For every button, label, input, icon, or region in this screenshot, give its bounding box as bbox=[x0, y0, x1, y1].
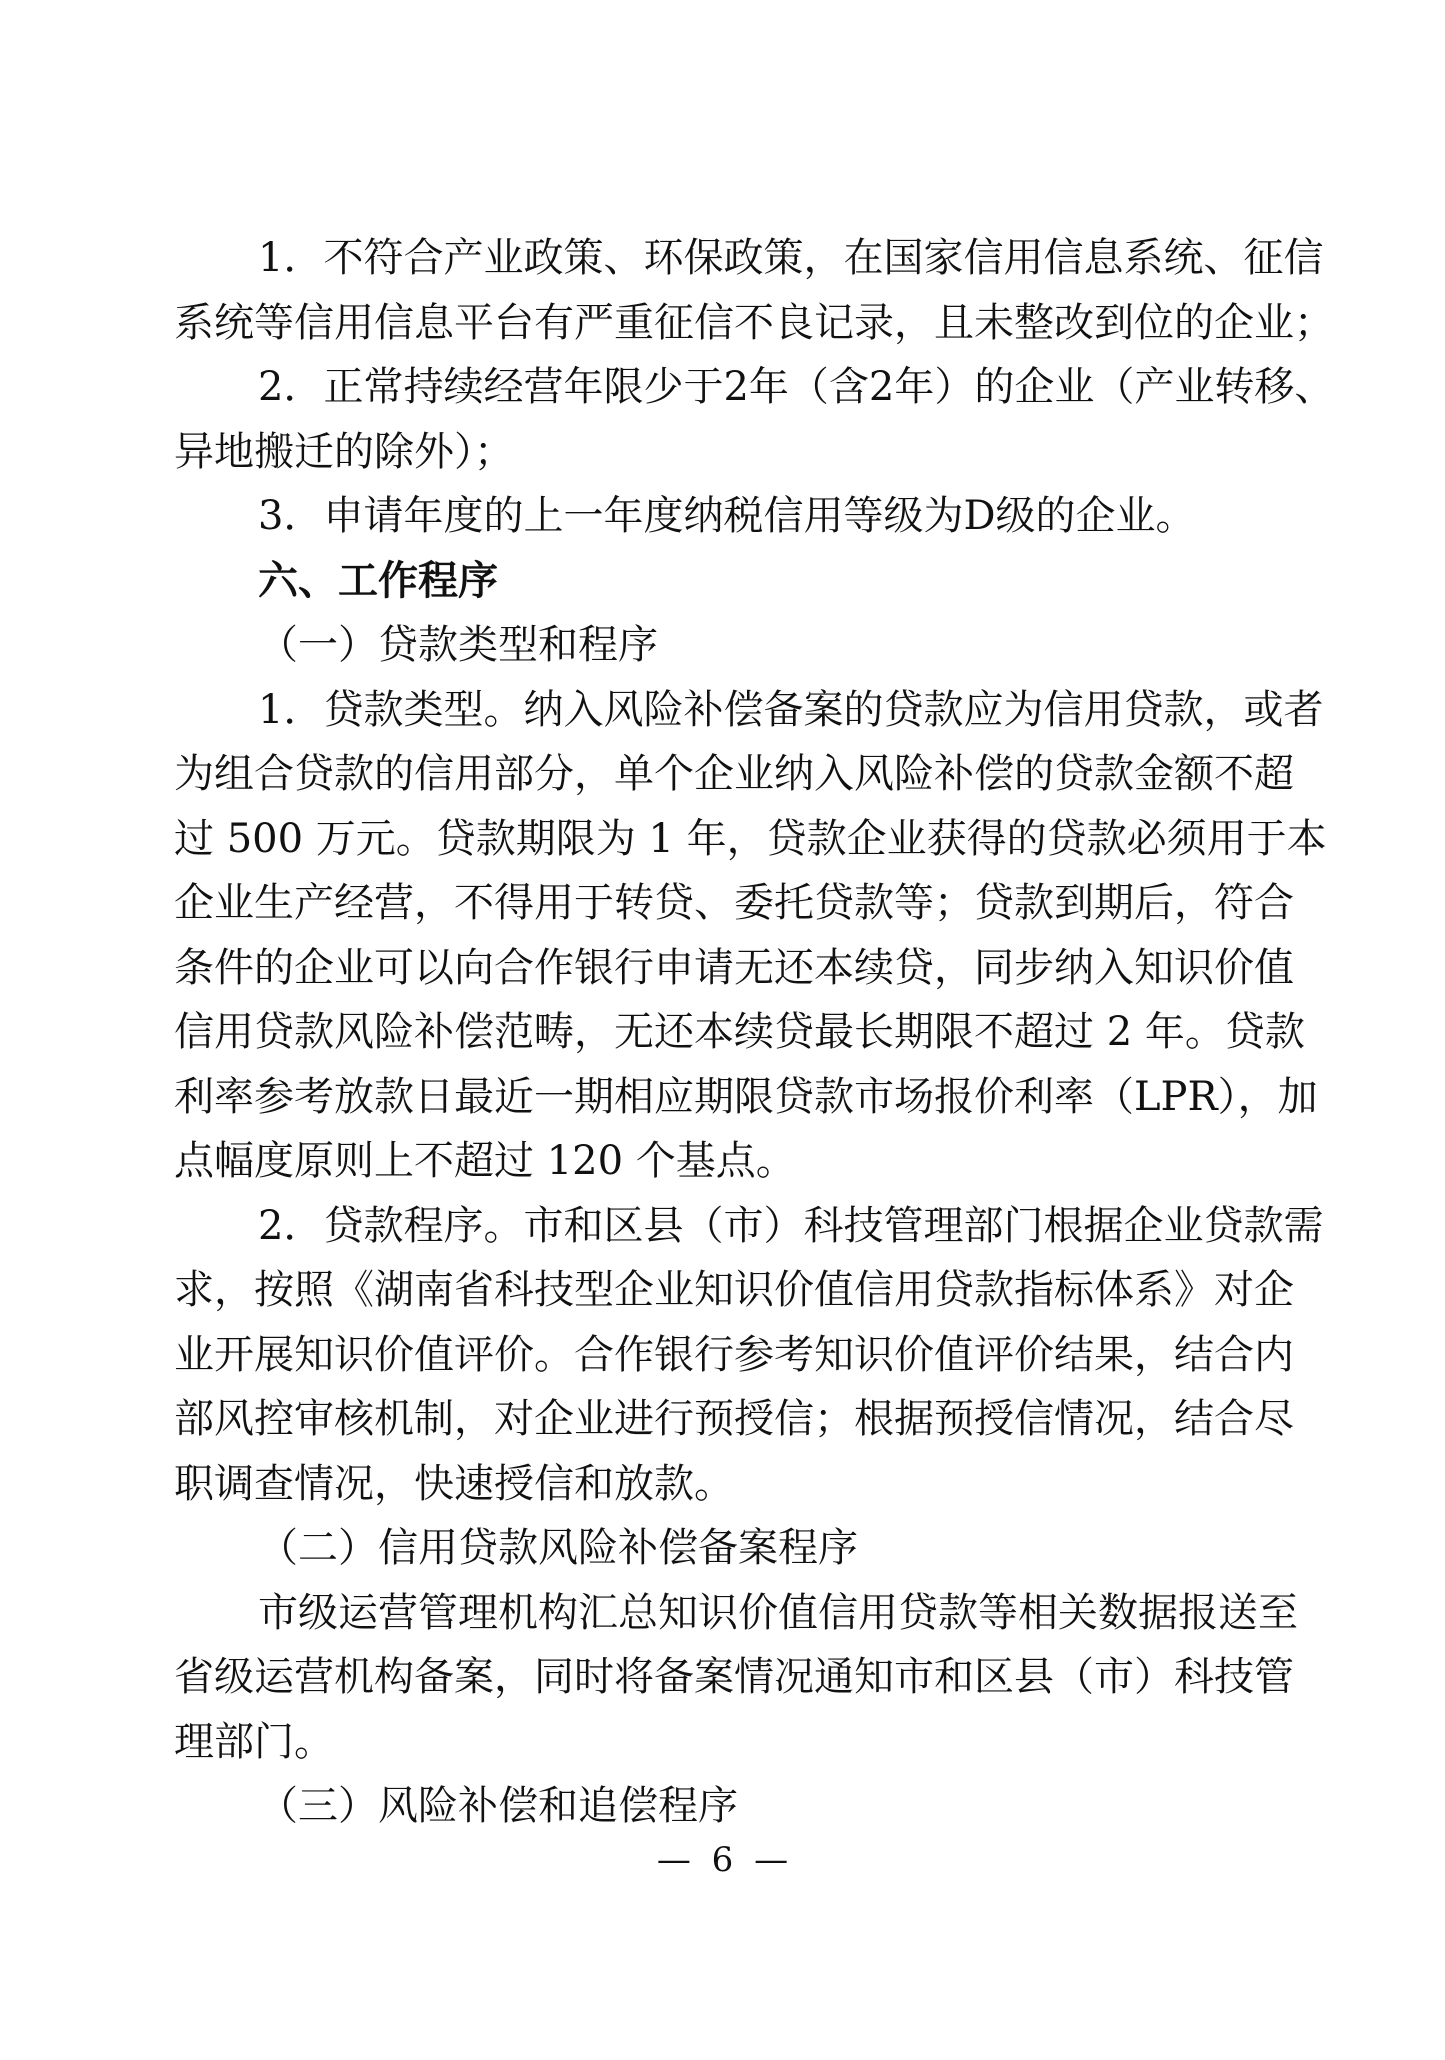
paragraph-line: 点幅度原则上不超过 120 个基点。 bbox=[174, 1138, 796, 1184]
subsection-heading-1: （一）贷款类型和程序 bbox=[258, 622, 658, 668]
paragraph-line: 过 500 万元。贷款期限为 1 年，贷款企业获得的贷款必须用于本 bbox=[174, 815, 1327, 862]
list-item-2: 2．正常持续经营年限少于2年（含2年）的企业（产业转移、 bbox=[258, 364, 1335, 410]
list-item-2-cont: 异地搬迁的除外）； bbox=[174, 428, 514, 475]
page-number: — 6 — bbox=[656, 1840, 789, 1880]
paragraph-line: 利率参考放款日最近一期相应期限贷款市场报价利率（LPR），加 bbox=[174, 1073, 1318, 1120]
paragraph-line: 理部门。 bbox=[174, 1718, 334, 1765]
paragraph-line: 部风控审核机制，对企业进行预授信；根据预授信情况，结合尽 bbox=[174, 1396, 1294, 1442]
paragraph-line: 条件的企业可以向合作银行申请无还本续贷，同步纳入知识价值 bbox=[174, 944, 1294, 991]
list-item-3: 3．申请年度的上一年度纳税信用等级为D级的企业。 bbox=[258, 493, 1196, 539]
list-item-1-cont: 系统等信用信息平台有严重征信不良记录，且未整改到位的企业； bbox=[174, 299, 1334, 346]
paragraph-line: 求，按照《湖南省科技型企业知识价值信用贷款指标体系》对企 bbox=[174, 1267, 1294, 1313]
paragraph-loan-procedure: 2．贷款程序。市和区县（市）科技管理部门根据企业贷款需 bbox=[258, 1202, 1324, 1249]
paragraph-line: 为组合贷款的信用部分，单个企业纳入风险补偿的贷款金额不超 bbox=[174, 751, 1294, 797]
paragraph-loan-type: 1．贷款类型。纳入风险补偿备案的贷款应为信用贷款，或者 bbox=[258, 686, 1324, 733]
paragraph-filing: 市级运营管理机构汇总知识价值信用贷款等相关数据报送至 bbox=[258, 1589, 1298, 1636]
subsection-heading-2: （二）信用贷款风险补偿备案程序 bbox=[258, 1525, 858, 1571]
paragraph-line: 职调查情况，快速授信和放款。 bbox=[174, 1460, 734, 1507]
section-heading: 六、工作程序 bbox=[258, 557, 498, 604]
paragraph-line: 省级运营机构备案，同时将备案情况通知市和区县（市）科技管 bbox=[174, 1654, 1294, 1700]
list-item-1: 1．不符合产业政策、环保政策，在国家信用信息系统、征信 bbox=[258, 235, 1324, 281]
subsection-heading-3: （三）风险补偿和追偿程序 bbox=[258, 1783, 738, 1829]
body-text bbox=[174, 226, 1335, 1839]
paragraph-line: 企业生产经营，不得用于转贷、委托贷款等；贷款到期后，符合 bbox=[174, 880, 1294, 926]
paragraph-line: 信用贷款风险补偿范畴，无还本续贷最长期限不超过 2 年。贷款 bbox=[174, 1009, 1305, 1055]
paragraph-line: 业开展知识价值评价。合作银行参考知识价值评价结果，结合内 bbox=[174, 1331, 1294, 1378]
